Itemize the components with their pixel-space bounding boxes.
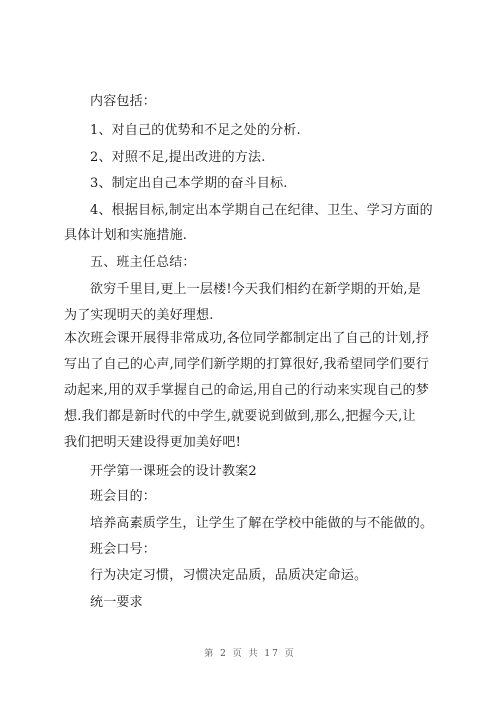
meeting-purpose-text: 培养高素质学生，让学生了解在学校中能做的与不能做的。 [90, 516, 434, 531]
meeting-slogan-label: 班会口号： [90, 542, 157, 557]
list-item-4-line-1: 4、根据目标,制定出本学期自己在纪律、卫生、学习方面的 [90, 203, 433, 218]
section-five-heading: 五、班主任总结： [90, 255, 196, 270]
lesson-plan-title: 开学第一课班会的设计教案2 [90, 464, 257, 479]
list-item-3: 3、制定出自己本学期的奋斗目标. [90, 176, 288, 191]
meeting-purpose-label: 班会目的： [90, 489, 157, 504]
list-item-2: 2、对照不足,提出改进的方法. [90, 150, 266, 165]
unified-requirements: 统一要求 [90, 595, 143, 610]
summary-para-line-4: 想.我们都是新时代的中学生,就要说到做到,那么,把握今天,让 [64, 409, 416, 424]
summary-para-line-2: 写出了自己的心声,同学们新学期的打算很好,我希望同学们要行 [64, 357, 430, 372]
summary-para-line-1: 本次班会课开展得非常成功,各位同学都制定出了自己的计划,抒 [64, 331, 430, 346]
content-heading: 内容包括： [90, 94, 157, 109]
meeting-slogan-text: 行为决定习惯，习惯决定品质，品质决定命运。 [90, 568, 368, 583]
page-number-footer: 第 2 页 共 17 页 [204, 649, 296, 659]
summary-line-2: 为了实现明天的美好理想. [64, 308, 214, 323]
list-item-4-line-2: 具体计划和实施措施. [64, 228, 188, 243]
list-item-1: 1、对自己的优势和不足之处的分析. [90, 123, 301, 138]
summary-para-line-3: 动起来,用的双手掌握自己的命运,用自己的行动来实现自己的梦 [64, 383, 430, 398]
summary-line-1: 欲穷千里目,更上一层楼!今天我们相约在新学期的开始,是 [90, 282, 421, 297]
summary-para-line-5: 我们把明天建设得更加美好吧! [64, 435, 242, 450]
